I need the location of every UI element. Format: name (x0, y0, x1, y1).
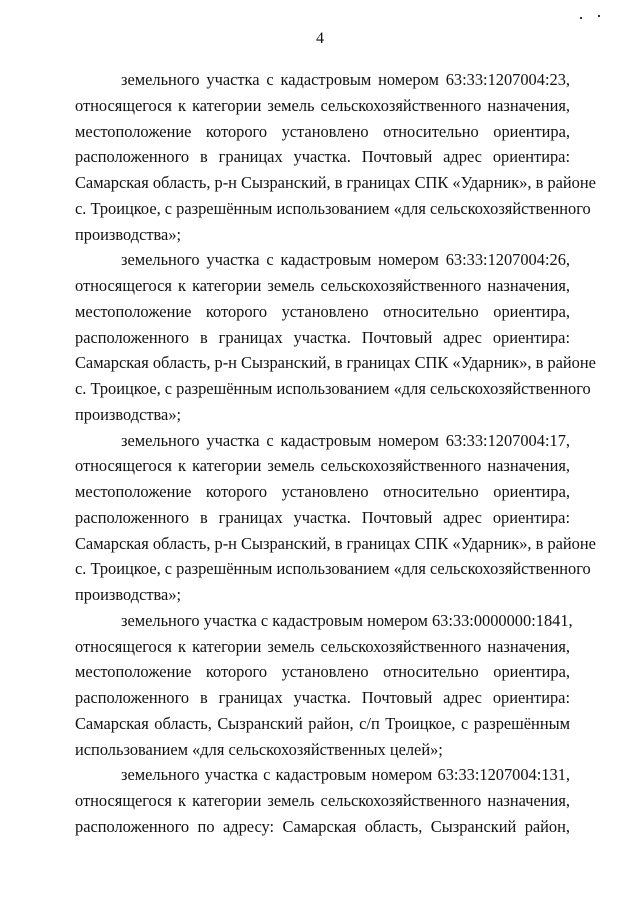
text-line: расположенного в границах участка. Почтовый адрес ориентира: (75, 507, 570, 527)
text-line: относящегося к категории земель сельскохозяйственного назначения, (75, 95, 570, 115)
text-line: относящегося к категории земель сельскохозяйственного назначения, (75, 791, 570, 810)
text-line: производства»; (75, 404, 182, 424)
text-line: расположенного в границах участка. Почтовый адрес ориентира: (75, 147, 570, 167)
paragraph (75, 608, 573, 763)
text-line: расположенного в границах участка. Почтовый адрес ориентира: (75, 688, 570, 707)
paragraph (75, 67, 596, 247)
text-line: расположенного в границах участка. Почтовый адрес ориентира: (75, 327, 570, 347)
text-line: Самарская область, р-н Сызранский, в границах СПК «Ударник», в районе (75, 353, 596, 373)
page-number: 4 (316, 30, 324, 47)
text-line: земельного участка с кадастровым номером 63:33:1207004:131, (121, 765, 570, 785)
paragraph (75, 762, 570, 839)
text-line: местоположение которого установлено относительно ориентира, (75, 301, 570, 321)
text-line: Самарская область, р-н Сызранский, в границах СПК «Ударник», в районе (75, 173, 596, 192)
text-line: расположенного по адресу: Самарская область, Сызранский район, (75, 816, 570, 836)
text-line: с. Троицкое, с разрешённым использованием «для сельскохозяйственного (75, 198, 591, 218)
paragraph (75, 428, 596, 608)
text-line: местоположение которого установлено относительно ориентира, (75, 482, 570, 501)
text-line: земельного участка с кадастровым номером 63:33:1207004:26, (121, 250, 570, 270)
paragraph (75, 247, 596, 427)
text-line: местоположение которого установлено относительно ориентира, (75, 121, 570, 141)
text-line: Самарская область, р-н Сызранский, в границах СПК «Ударник», в районе (75, 533, 596, 553)
text-line: Самарская область, Сызранский район, с/п Троицкое, с разрешённым (75, 713, 570, 733)
text-line: производства»; (75, 224, 182, 244)
text-line: местоположение которого установлено относительно ориентира, (75, 662, 570, 682)
text-line: с. Троицкое, с разрешённым использованием «для сельскохозяйственного (75, 379, 591, 398)
text-line: использованием «для сельскохозяйственных целей»; (75, 739, 443, 759)
text-line: производства»; (75, 585, 182, 604)
text-line: с. Троицкое, с разрешённым использованием «для сельскохозяйственного (75, 559, 591, 579)
text-line: относящегося к категории земель сельскохозяйственного назначения, (75, 276, 570, 295)
text-line: относящегося к категории земель сельскохозяйственного назначения, (75, 636, 570, 656)
text-line: земельного участка с кадастровым номером 63:33:1207004:23, (121, 70, 570, 89)
text-line: относящегося к категории земель сельскохозяйственного назначения, (75, 456, 570, 476)
scan-speck (598, 15, 600, 17)
text-line: земельного участка с кадастровым номером 63:33:1207004:17, (121, 430, 570, 450)
document-body (75, 67, 596, 840)
scan-speck (580, 17, 582, 19)
text-line: земельного участка с кадастровым номером 63:33:0000000:1841, (121, 610, 573, 630)
